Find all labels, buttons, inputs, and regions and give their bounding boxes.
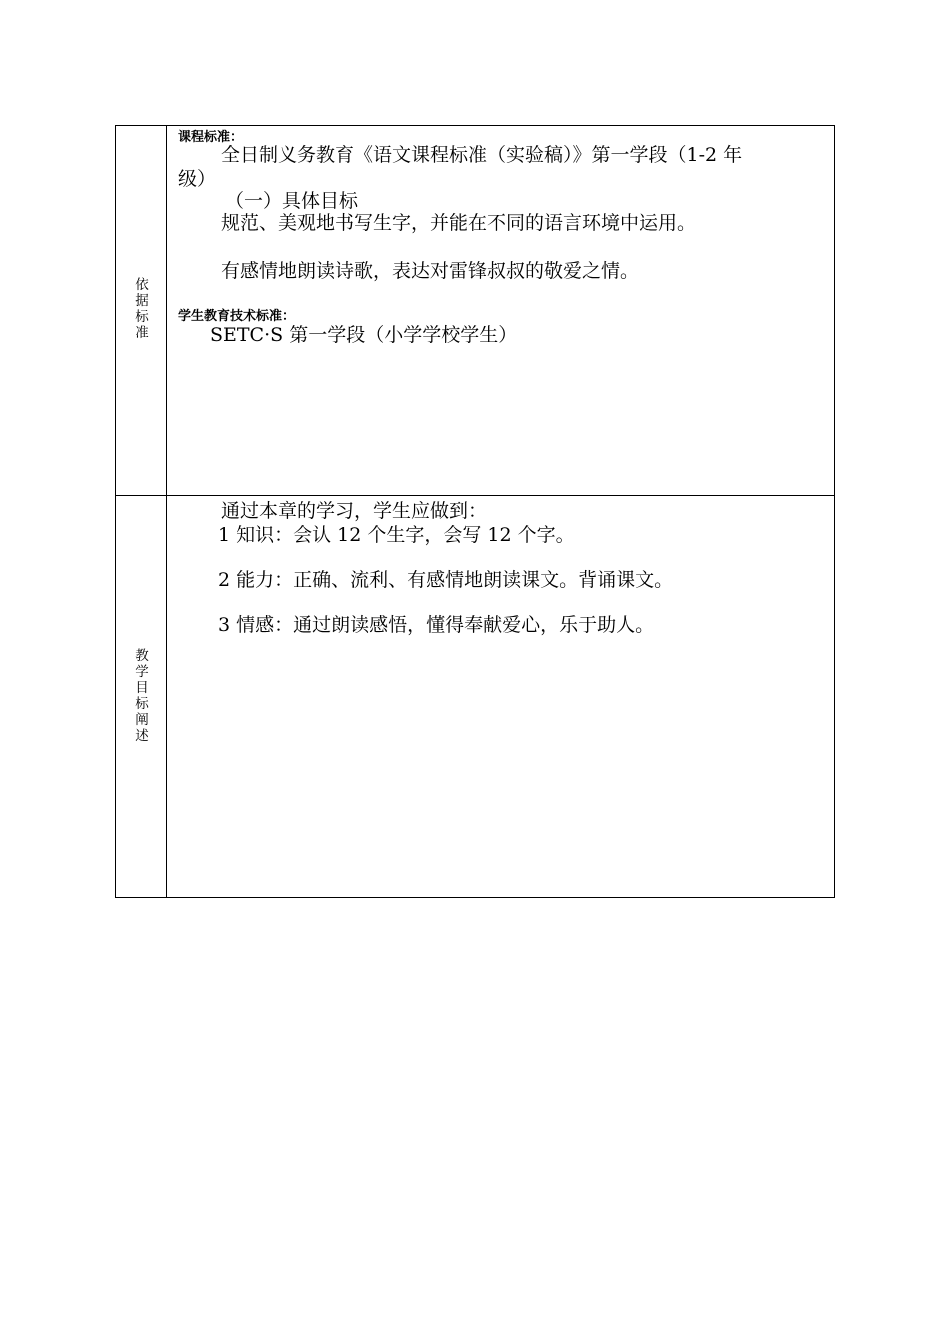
objective-knowledge: 1 知识：会认 12 个生字，会写 12 个字。 bbox=[218, 524, 575, 546]
objective-ability: 2 能力：正确、流利、有感情地朗读课文。背诵课文。 bbox=[218, 569, 674, 591]
curriculum-standard-line1: 全日制义务教育《语文课程标准（实验稿）》第一学段（1-2 年 bbox=[221, 144, 743, 166]
objectives-label-cell bbox=[116, 496, 167, 897]
objectives-row bbox=[116, 496, 834, 897]
curriculum-standard-line2: 级） bbox=[178, 168, 217, 190]
objectives-content-cell bbox=[167, 496, 834, 897]
goal-reading: 有感情地朗读诗歌，表达对雷锋叔叔的敬爱之情。 bbox=[221, 260, 640, 282]
tech-standard-heading: 学生教育技术标准： bbox=[178, 309, 296, 324]
goal-writing: 规范、美观地书写生字，并能在不同的语言环境中运用。 bbox=[221, 212, 697, 234]
tech-standard-line: SETC·S 第一学段（小学学校学生） bbox=[210, 324, 518, 346]
standards-label-cell bbox=[116, 126, 167, 495]
specific-goal-heading: （一）具体目标 bbox=[225, 190, 359, 212]
standards-label: 依据标准 bbox=[135, 277, 149, 341]
curriculum-standard-heading: 课程标准： bbox=[178, 130, 244, 145]
objective-emotion: 3 情感：通过朗读感悟，懂得奉献爱心，乐于助人。 bbox=[218, 614, 655, 636]
objectives-intro: 通过本章的学习，学生应做到： bbox=[221, 500, 488, 522]
lesson-plan-table bbox=[115, 125, 835, 898]
standards-content-cell bbox=[167, 126, 834, 495]
objectives-label: 教学目标阐述 bbox=[135, 648, 149, 744]
standards-row bbox=[116, 126, 834, 496]
